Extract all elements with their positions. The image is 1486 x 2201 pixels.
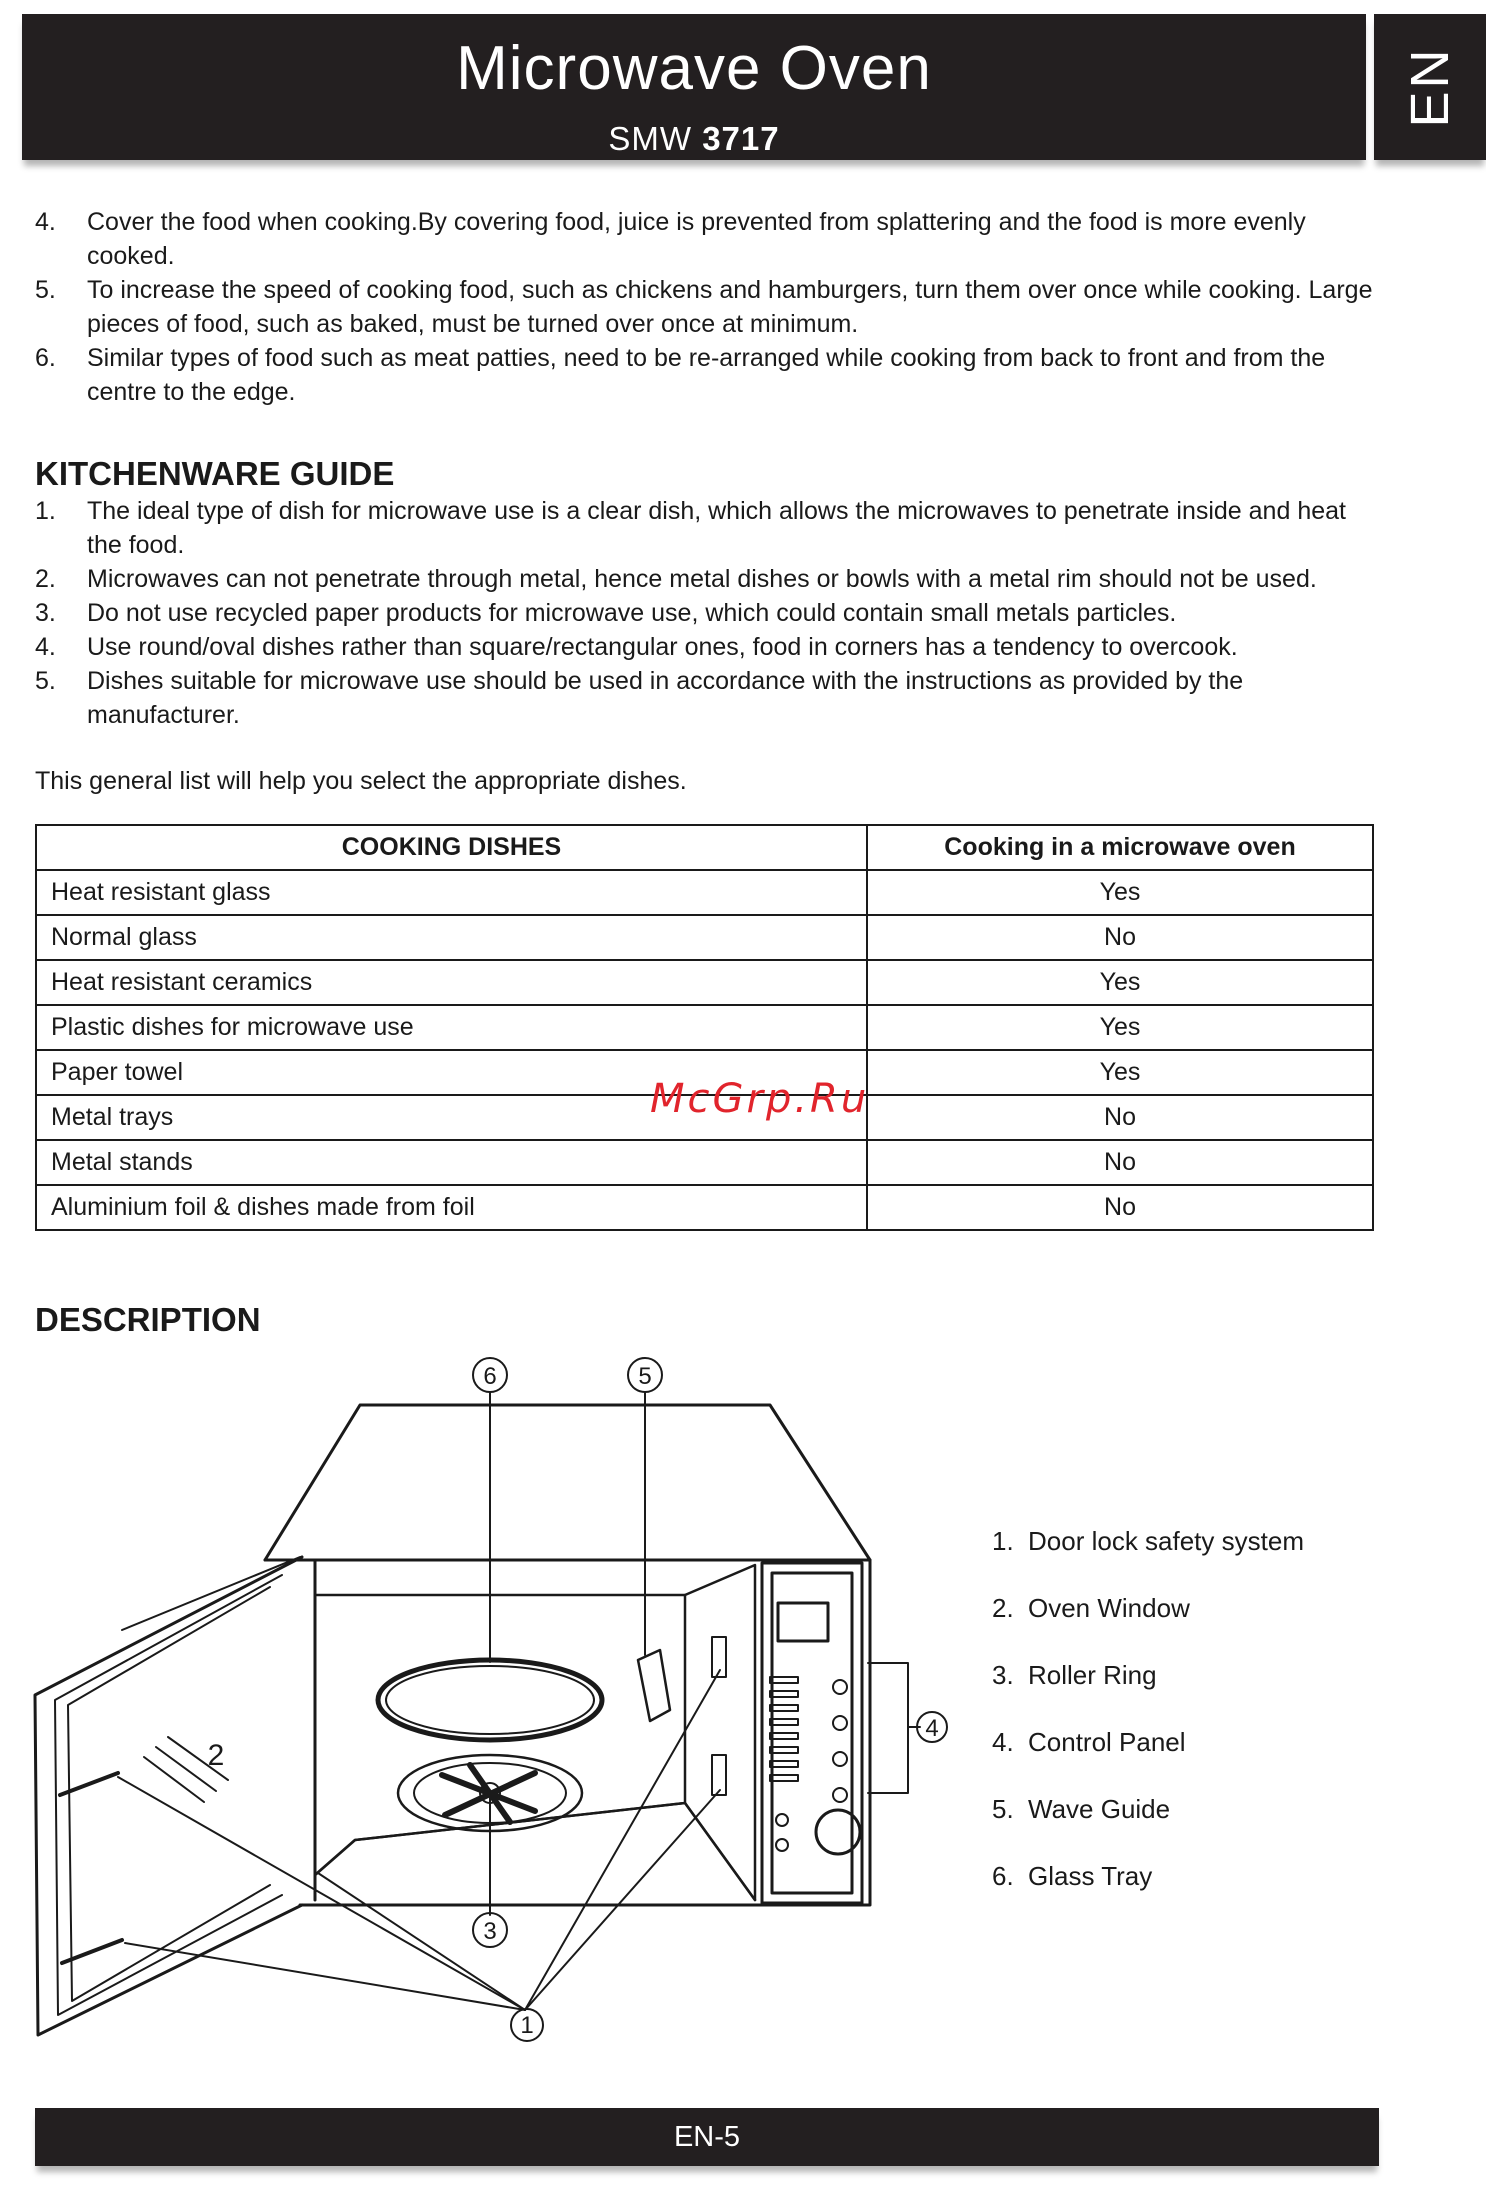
- dish-suitability: No: [867, 1185, 1373, 1230]
- table-row: [36, 915, 1373, 960]
- dish-name: Paper towel: [36, 1050, 867, 1095]
- list-item: [992, 1523, 1304, 1590]
- item-number: 5.: [35, 276, 56, 304]
- item-text: Wave Guide: [1028, 1794, 1171, 1824]
- dish-suitability: No: [867, 915, 1373, 960]
- page-title: Microwave Oven: [456, 34, 932, 103]
- dish-name: Normal glass: [36, 915, 867, 960]
- list-item: [992, 1657, 1304, 1724]
- column-header: COOKING DISHES: [36, 825, 867, 870]
- item-text: The ideal type of dish for microwave use is a clear dish, which allows the microwaves to penetrate inside and heat the food.: [87, 497, 1346, 559]
- list-item: [992, 1724, 1304, 1791]
- glass-tray: [378, 1660, 602, 1740]
- table-row: [36, 870, 1373, 915]
- list-item: [35, 494, 1375, 562]
- item-number: 4.: [35, 208, 56, 236]
- dish-name: Heat resistant ceramics: [36, 960, 867, 1005]
- dish-name: Metal stands: [36, 1140, 867, 1185]
- door-frame: [35, 1557, 302, 2035]
- wave-guide: [638, 1650, 670, 1721]
- item-text: Do not use recycled paper products for microwave use, which could contain small metals particles.: [87, 599, 1177, 627]
- dishes-intro: This general list will help you select the appropriate dishes.: [35, 767, 687, 795]
- item-text: Roller Ring: [1028, 1660, 1157, 1690]
- parts-list: [992, 1523, 1304, 1925]
- cooking-tips-section: [35, 205, 1375, 409]
- latch-hole-bottom: [712, 1755, 726, 1795]
- cabinet-top: [265, 1405, 870, 1560]
- item-text: Use round/oval dishes rather than square/rectangular ones, food in corners has a tendency to overcook.: [87, 633, 1238, 661]
- cooking-tips-list: [35, 205, 1375, 409]
- dish-suitability: Yes: [867, 1050, 1373, 1095]
- language-tab: [1374, 14, 1486, 160]
- dish-suitability: No: [867, 1140, 1373, 1185]
- table-row: [36, 1140, 1373, 1185]
- callout-5: 5: [638, 1363, 652, 1390]
- language-code: EN: [1400, 46, 1460, 128]
- item-text: Door lock safety system: [1028, 1526, 1304, 1556]
- list-item: [35, 630, 1375, 664]
- list-item: [992, 1590, 1304, 1657]
- list-item: [35, 664, 1375, 732]
- item-text: Cover the food when cooking.By covering food, juice is prevented from splattering and the food is more evenly cooked.: [87, 208, 1306, 270]
- header-bar: [22, 14, 1366, 160]
- item-text: Similar types of food such as meat patties, need to be re-arranged while cooking from back to front and from the centre to the edge.: [87, 344, 1326, 406]
- item-text: Oven Window: [1028, 1593, 1190, 1623]
- control-buttons: [770, 1677, 847, 1851]
- item-text: Dishes suitable for microwave use should be used in accordance with the instructions as provided by the manufacturer.: [87, 667, 1244, 729]
- dishes-table: [35, 824, 1374, 1231]
- dish-suitability: No: [867, 1095, 1373, 1140]
- table-header-row: [36, 825, 1373, 870]
- list-item: [35, 596, 1375, 630]
- glass-tray-rim: [386, 1666, 594, 1734]
- table-row: [36, 960, 1373, 1005]
- kitchenware-list: [35, 494, 1375, 732]
- list-item: [992, 1791, 1304, 1858]
- callout-3: 3: [483, 1918, 497, 1945]
- table-row: [36, 1005, 1373, 1050]
- item-number: 2.: [992, 1593, 1014, 1623]
- list-item: [35, 562, 1375, 596]
- table-row: [36, 1185, 1373, 1230]
- list-item: [35, 273, 1375, 341]
- item-number: 6.: [35, 344, 56, 372]
- callout-6: 6: [483, 1363, 497, 1390]
- item-text: Glass Tray: [1028, 1861, 1153, 1891]
- item-text: To increase the speed of cooking food, such as chickens and hamburgers, turn them over once while cooking. Large pieces of food, such as baked, must be turned over once at minimum.: [87, 276, 1373, 338]
- dish-suitability: Yes: [867, 870, 1373, 915]
- dish-name: Heat resistant glass: [36, 870, 867, 915]
- watermark: McGrp.Ru: [650, 1076, 870, 1122]
- list-item: [35, 205, 1375, 273]
- cavity-back: [315, 1595, 685, 1875]
- dish-name: Aluminium foil & dishes made from foil: [36, 1185, 867, 1230]
- footer-bar: [35, 2108, 1379, 2166]
- list-item: [35, 341, 1375, 409]
- item-number: 2.: [35, 565, 56, 593]
- item-number: 1.: [35, 497, 56, 525]
- description-heading: DESCRIPTION: [35, 1301, 261, 1338]
- display-window: [778, 1603, 828, 1641]
- callout-4: 4: [925, 1715, 939, 1742]
- kitchenware-section: [35, 454, 1375, 732]
- item-text: Microwaves can not penetrate through metal, hence metal dishes or bowls with a metal rim should not be used.: [87, 565, 1317, 593]
- callout-1: 1: [520, 2012, 534, 2039]
- callouts: [473, 1358, 947, 2041]
- item-number: 3.: [35, 599, 56, 627]
- page-number: EN-5: [673, 2121, 741, 2153]
- item-number: 4.: [992, 1727, 1014, 1757]
- door-window-inner: [68, 1587, 270, 2001]
- dish-name: Plastic dishes for microwave use: [36, 1005, 867, 1050]
- model-name: [22, 122, 1366, 155]
- door-edge: [122, 1557, 300, 1630]
- column-header: Cooking in a microwave oven: [867, 825, 1373, 870]
- callout-2: 2: [207, 1739, 225, 1772]
- microwave-diagram: [30, 1325, 960, 2045]
- dish-suitability: Yes: [867, 1005, 1373, 1050]
- item-number: 5.: [992, 1794, 1014, 1824]
- model-number: 3717: [702, 120, 780, 157]
- item-number: 1.: [992, 1526, 1014, 1556]
- item-number: 3.: [992, 1660, 1014, 1690]
- model-prefix: SMW: [608, 120, 693, 157]
- item-number: 5.: [35, 667, 56, 695]
- list-item: [992, 1858, 1304, 1925]
- item-number: 4.: [35, 633, 56, 661]
- door-window: [55, 1575, 282, 2015]
- item-number: 6.: [992, 1861, 1014, 1891]
- dish-name: Metal trays: [36, 1095, 867, 1140]
- roller-arms: [442, 1765, 535, 1822]
- item-text: Control Panel: [1028, 1727, 1186, 1757]
- kitchenware-heading: KITCHENWARE GUIDE: [35, 455, 395, 492]
- dish-suitability: Yes: [867, 960, 1373, 1005]
